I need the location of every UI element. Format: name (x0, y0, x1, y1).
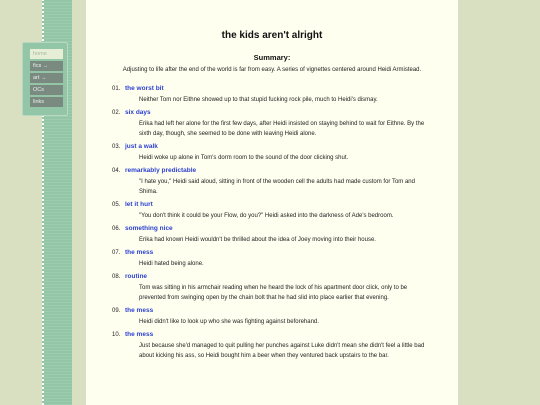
chapter-item (112, 199, 432, 221)
chapter-item (112, 83, 432, 105)
chapter-description: Neither Tom nor Eithne showed up to that stupid fucking rock pile, much to Heidi's dismay. (139, 97, 378, 103)
chapter-link[interactable]: just a walk (125, 143, 158, 150)
chapter-number: 10. (112, 332, 121, 338)
chapter-number: 02. (112, 110, 121, 116)
chapter-link[interactable]: the worst bit (125, 85, 164, 92)
chapter-link[interactable]: the mess (125, 331, 154, 338)
summary-text: Adjusting to life after the end of the world is far from easy. A series of vignettes centered around Heidi Armistead. (122, 67, 422, 73)
chapter-link[interactable]: the mess (125, 249, 154, 256)
chapter-number: 03. (112, 144, 121, 150)
chapter-number: 04. (112, 168, 121, 174)
chapter-description: Erika had known Heidi wouldn't be thrilled about the idea of Joey moving into their house. (139, 237, 376, 243)
chapter-number: 01. (112, 86, 121, 92)
chapter-description: Heidi didn't like to look up who she was fighting against beforehand. (139, 319, 319, 325)
chapter-item (112, 305, 432, 327)
nav-item-art[interactable]: art → (30, 73, 63, 83)
chapter-link[interactable]: let it hurt (125, 201, 153, 208)
chapter-item (112, 271, 432, 303)
chapter-description: "I hate you," Heidi said aloud, sitting in front of the wooden cell the adults had made custom for Tom and Shima. (139, 179, 415, 195)
chapter-number: 05. (112, 202, 121, 208)
page-title: the kids aren't alright (221, 30, 323, 41)
chapter-link[interactable]: remarkably predictable (125, 167, 197, 174)
chapter-number: 09. (112, 308, 121, 314)
summary-label: Summary: (253, 53, 291, 62)
chapter-link[interactable]: something nice (125, 225, 173, 232)
chapter-number: 07. (112, 250, 121, 256)
nav-item-fics[interactable]: fics → (30, 61, 63, 71)
nav-item-ocs[interactable]: OCs (30, 85, 63, 95)
site-navigation (22, 42, 68, 116)
main-content (86, 0, 458, 405)
nav-item-home[interactable]: home (30, 49, 63, 59)
chapter-item (112, 107, 432, 139)
chapter-description: Heidi hated being alone. (139, 261, 204, 267)
chapter-item (112, 247, 432, 269)
chapter-description: Erika had left her alone for the first few days, after Heidi insisted on staying behind to wait for Eithne. By the sixth day, though, she seemed to be done with leaving Heidi alone. (139, 121, 425, 137)
chapter-description: Tom was sitting in his armchair reading when he heard the lock of his apartment door click, only to be prevented from swinging open by the chain bolt that he had slid into place earlier that evening. (139, 285, 408, 301)
chapter-item (112, 329, 432, 361)
chapter-number: 06. (112, 226, 121, 232)
chapter-description: "You don't think it could be your Flow, do you?" Heidi asked into the darkness of Ade's bedroom. (139, 213, 394, 219)
chapter-list (112, 83, 432, 361)
chapter-link[interactable]: the mess (125, 307, 154, 314)
nav-item-links[interactable]: links (30, 97, 63, 107)
chapter-item (112, 223, 432, 245)
chapter-description: Heidi woke up alone in Tom's dorm room to the sound of the door clicking shut. (139, 155, 349, 161)
chapter-number: 08. (112, 274, 121, 280)
chapter-description: Just because she'd managed to quit pulling her punches against Luke didn't mean she didn't feel a little bad about kicking his ass, so Heidi bought him a beer when they ventured back upstairs to the bar. (139, 343, 425, 359)
chapter-item (112, 165, 432, 197)
chapter-item (112, 141, 432, 163)
chapter-link[interactable]: routine (125, 273, 148, 280)
chapter-link[interactable]: six days (125, 109, 151, 116)
